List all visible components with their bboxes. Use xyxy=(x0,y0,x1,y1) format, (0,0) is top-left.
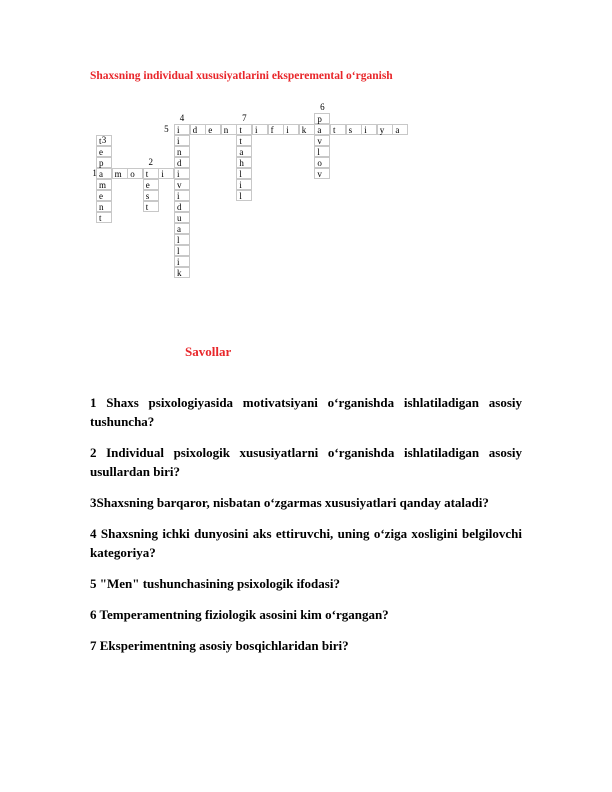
word5-cell: t xyxy=(236,124,252,135)
word2-cell: s xyxy=(143,190,159,201)
word4-cell: l xyxy=(174,245,190,256)
clue-number-5: 5 xyxy=(164,124,169,134)
question-4: 4 Shaxsning ichki dunyosini aks ettiruvchi, uning o‘ziga xosligini belgilovchi kategoriya? xyxy=(90,526,522,560)
word1-cell: i xyxy=(158,168,174,179)
word3-cell: m xyxy=(96,179,112,190)
word5-cell: y xyxy=(377,124,393,135)
word3-cell: n xyxy=(96,201,112,212)
word2-cell: e xyxy=(143,179,159,190)
word4-cell: i xyxy=(174,256,190,267)
question-5: 5 "Men" tushunchasining psixologik ifodasi? xyxy=(90,576,340,591)
word7-cell: t xyxy=(236,135,252,146)
question-6: 6 Temperamentning fiziologik asosini kim o‘rgangan? xyxy=(90,607,389,622)
question-3: 3Shaxsning barqaror, nisbatan o‘zgarmas xususiyatlari qanday ataladi? xyxy=(90,495,489,510)
word4-cell: a xyxy=(174,223,190,234)
clue-number-4: 4 xyxy=(179,113,185,123)
word3-cell: t xyxy=(96,212,112,223)
word4-cell: l xyxy=(174,234,190,245)
word5-cell: f xyxy=(268,124,284,135)
word7-cell: l xyxy=(236,190,252,201)
word4-cell: i xyxy=(174,168,190,179)
document-title: Shaxsning individual xususiyatlarini eksperemental o‘rganish xyxy=(90,70,393,82)
word3-cell: e xyxy=(96,190,112,201)
word1-cell: t xyxy=(143,168,159,179)
word6-cell: o xyxy=(314,157,330,168)
word6-cell: p xyxy=(314,113,330,124)
word7-cell: a xyxy=(236,146,252,157)
word4-cell: k xyxy=(174,267,190,278)
word5-cell: e xyxy=(205,124,221,135)
word1-cell: o xyxy=(127,168,143,179)
question-2: 2 Individual psixologik xususiyatlarni o‘rganishda ishlatiladigan asosiy usullardan biri? xyxy=(90,445,522,479)
clue-number-6: 6 xyxy=(320,102,325,112)
word7-cell: l xyxy=(236,168,252,179)
word4-cell: v xyxy=(174,179,190,190)
word3-cell: e xyxy=(96,146,112,157)
word7-cell: h xyxy=(236,157,252,168)
word5-cell: i xyxy=(361,124,377,135)
crossword-grid xyxy=(0,0,612,300)
clue-number-1: 1 xyxy=(92,168,97,178)
word4-cell: u xyxy=(174,212,190,223)
question-1: 1 Shaxs psixologiyasida motivatsiyani o‘rganishda ishlatiladigan asosiy tushuncha? xyxy=(90,395,522,429)
clue-number-2: 2 xyxy=(148,157,154,167)
word5-cell: s xyxy=(346,124,362,135)
questions-heading: Savollar xyxy=(185,344,232,359)
word4-cell: i xyxy=(174,190,190,201)
word5-cell: n xyxy=(221,124,237,135)
word5-cell: a xyxy=(314,124,330,135)
word5-cell: a xyxy=(392,124,408,135)
word1-cell: m xyxy=(112,168,128,179)
word5-cell: t xyxy=(330,124,346,135)
word4-cell: i xyxy=(174,135,190,146)
word3-cell: t xyxy=(96,135,112,146)
word5-cell: i xyxy=(283,124,299,135)
word6-cell: v xyxy=(314,168,330,179)
word5-cell: k xyxy=(299,124,315,135)
word5-cell: d xyxy=(190,124,206,135)
word2-cell: t xyxy=(143,201,159,212)
word7-cell: i xyxy=(236,179,252,190)
word4-cell: d xyxy=(174,157,190,168)
word5-cell: i xyxy=(252,124,268,135)
word4-cell: d xyxy=(174,201,190,212)
word6-cell: v xyxy=(314,135,330,146)
word5-cell: i xyxy=(174,124,190,135)
question-7: 7 Eksperimentning asosiy bosqichlaridan biri? xyxy=(90,638,349,653)
word6-cell: l xyxy=(314,146,330,157)
questions-list xyxy=(90,393,522,667)
word3-cell: p xyxy=(96,157,112,168)
clue-number-7: 7 xyxy=(242,113,247,123)
clue-number-3: 3 xyxy=(101,135,107,145)
word4-cell: n xyxy=(174,146,190,157)
word3-cell: a xyxy=(96,168,112,179)
